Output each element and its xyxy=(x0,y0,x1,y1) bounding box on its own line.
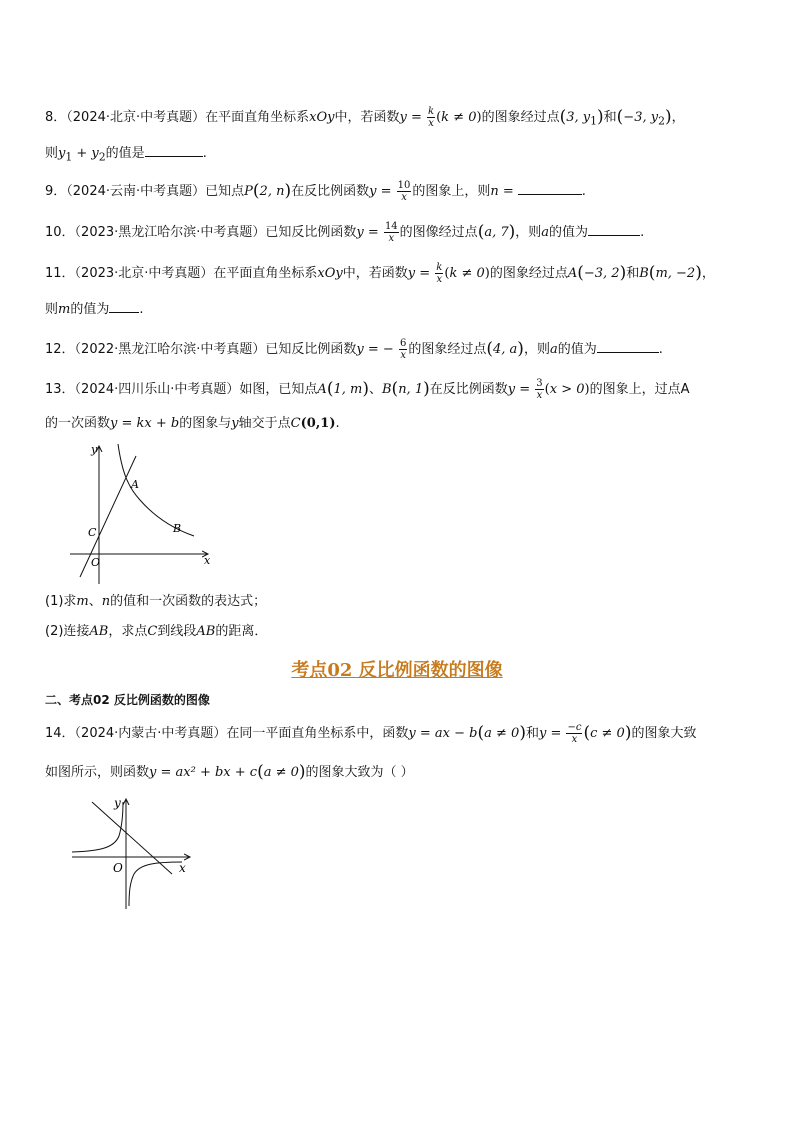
q13-part1: (1)求m、n的值和一次函数的表达式； xyxy=(45,594,267,609)
q9-line: 9．（2024·云南·中考真题）已知点P(2, n)在反比例函数y = $\frac{10}{x}$ 的图象上，则n = . xyxy=(45,180,586,203)
q11-line2: 则m的值为 . xyxy=(45,302,144,317)
hyperbola-curve xyxy=(118,444,194,536)
answer-blank[interactable] xyxy=(109,300,139,313)
answer-blank[interactable] xyxy=(145,144,203,157)
q13-line1: 13．（2024·四川乐山·中考真题）如图，已知点A(1, m)、B(n, 1)在反比例函数y = $\frac{3}{x}$ (x > 0)的图象上，过点A xyxy=(45,378,690,401)
section-title: 考点02 反比例函数的图像 xyxy=(291,660,503,681)
point-a-label: A xyxy=(131,478,139,491)
fraction: $\frac{14}{x}$ xyxy=(384,221,398,244)
q14-figure xyxy=(70,796,200,911)
q12-line: 12．（2022·黑龙江哈尔滨·中考真题）已知反比例函数y = − $\frac{6}{x}$ 的图象经过点(4, a)，则a的值为 . xyxy=(45,338,663,361)
linear-function-line xyxy=(80,456,136,577)
y-axis-label: y xyxy=(91,443,98,456)
origin-label: O xyxy=(113,861,123,875)
q8-line1: 8．（2024·北京·中考真题）在平面直角坐标系xOy中，若函数y = $\frac{k}{x}$ (k ≠ 0)的图象经过点(3, $y_1$)和(−3, $y_2$)， xyxy=(45,106,685,129)
q13-line2: 的一次函数y = kx + b的图象与y轴交于点C(0,1). xyxy=(45,416,340,431)
q14-line1: 14．（2024·内蒙古·中考真题）在同一平面直角坐标系中，函数y = ax − b(a ≠ 0)和y = $\frac{-c}{x}$ (c ≠ 0)的图象大致 xyxy=(45,722,697,745)
linear-function-line xyxy=(92,802,172,874)
q14-line2: 如图所示，则函数y = ax² + bx + c(a ≠ 0)的图象大致为（ ） xyxy=(45,762,414,782)
q8-line2: 则$y_1 + y_2$的值是 . xyxy=(45,146,207,164)
fraction: $\frac{k}{x}$ xyxy=(428,106,435,129)
q13-figure xyxy=(66,442,216,592)
y-axis-label: y xyxy=(114,796,121,810)
point-b-label: B xyxy=(173,522,182,535)
answer-blank[interactable] xyxy=(588,223,640,236)
q13-part2: (2)连接AB，求点C到线段AB的距离． xyxy=(45,624,268,639)
section-subheading: 二、考点02 反比例函数的图像 xyxy=(45,693,210,707)
answer-blank[interactable] xyxy=(597,340,659,353)
q10-line: 10．（2023·黑龙江哈尔滨·中考真题）已知反比例函数y = $\frac{14}{x}$ 的图像经过点(a, 7)，则a的值为 . xyxy=(45,221,645,244)
hyperbola-branch-right xyxy=(129,862,182,906)
fraction: $\frac{10}{x}$ xyxy=(397,180,411,203)
fraction: $\frac{3}{x}$ xyxy=(536,378,543,401)
fraction: $\frac{-c}{x}$ xyxy=(567,722,582,745)
x-axis-label: x xyxy=(204,554,211,567)
origin-label: O xyxy=(91,556,101,569)
point-c-label: C xyxy=(88,526,97,539)
q11-line1: 11．（2023·北京·中考真题）在平面直角坐标系xOy中，若函数y = $\frac{k}{x}$ (k ≠ 0)的图象经过点A(−3, 2)和B(m, −2)， xyxy=(45,262,715,285)
x-axis-label: x xyxy=(179,861,186,875)
fraction: $\frac{6}{x}$ xyxy=(399,338,407,361)
answer-blank[interactable] xyxy=(518,182,582,195)
fraction: $\frac{k}{x}$ xyxy=(436,262,443,285)
